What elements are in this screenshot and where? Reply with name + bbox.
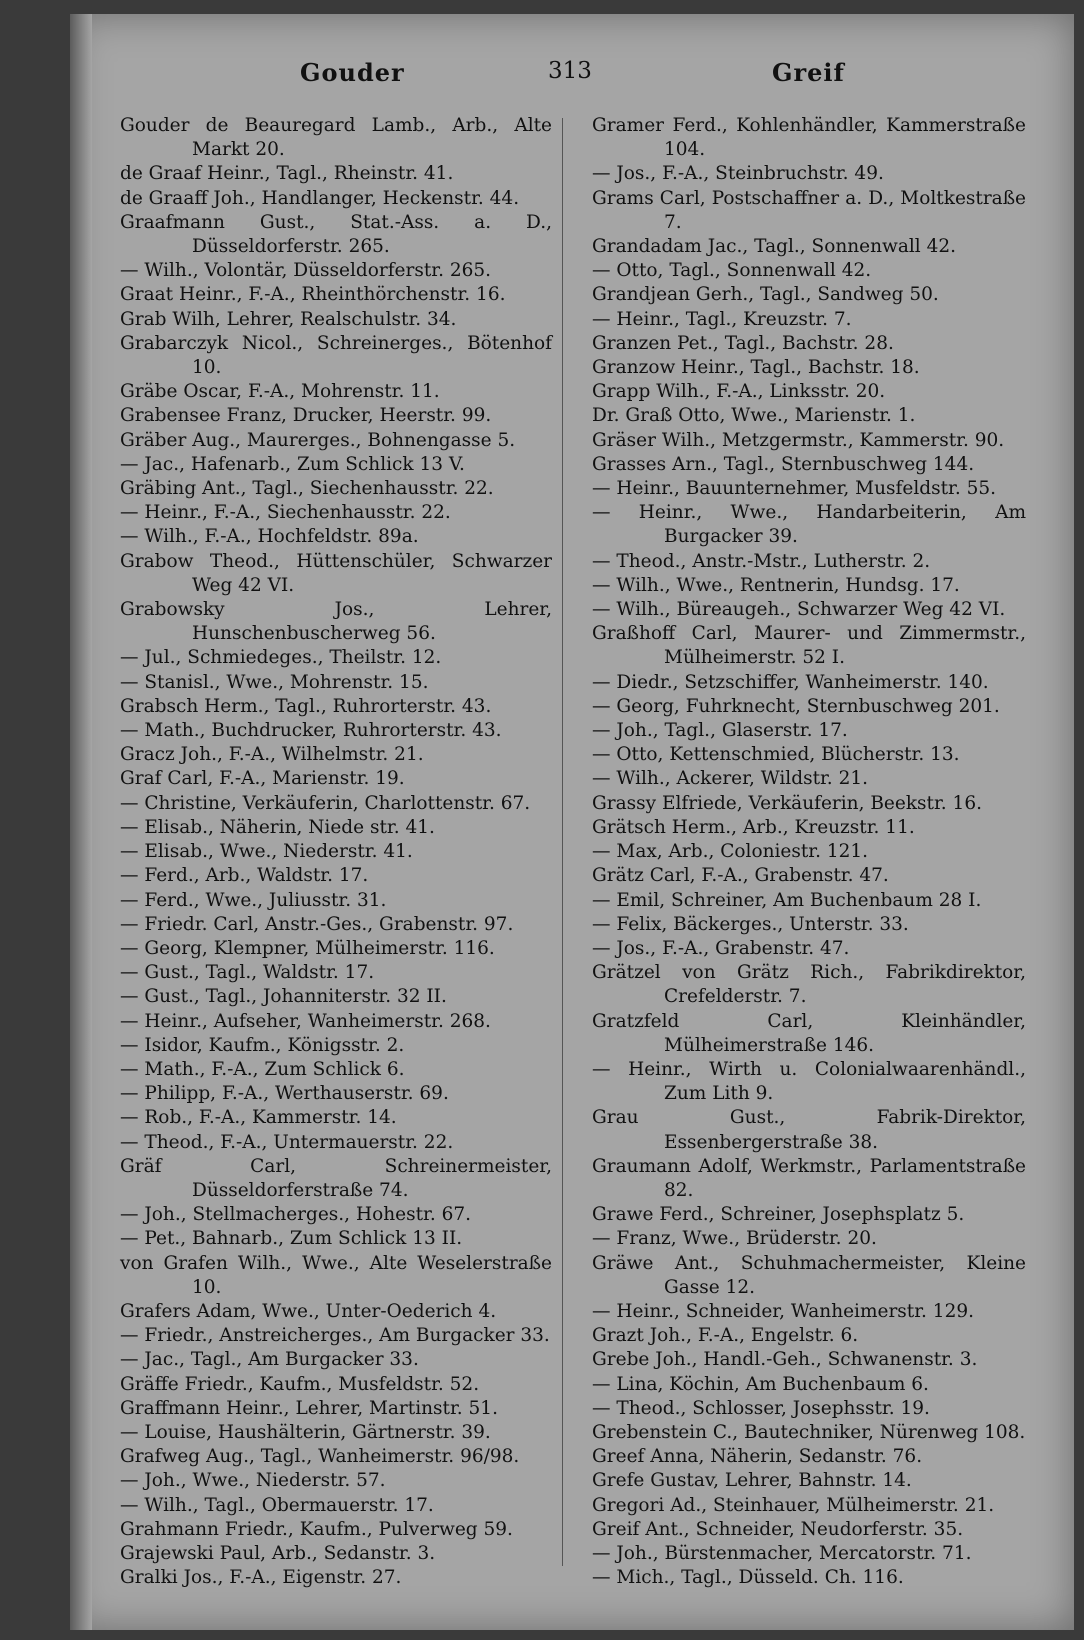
directory-entry: — Heinr., Wwe., Handarbeiterin, Am Burgacker 39. xyxy=(592,502,1026,548)
directory-entry: Grau Gust., Fabrik-Direktor, Essenbergerstraße 38. xyxy=(592,1107,1026,1153)
directory-entry: — Joh., Bürstenmacher, Mercatorstr. 71. xyxy=(592,1542,972,1564)
binding-shadow xyxy=(70,14,92,1630)
directory-entry: Grajewski Paul, Arb., Sedanstr. 3. xyxy=(120,1542,436,1564)
directory-entry: Gregori Ad., Steinhauer, Mülheimerstr. 21. xyxy=(592,1494,995,1516)
directory-entry: — Gust., Tagl., Johanniterstr. 32 II. xyxy=(120,986,447,1008)
directory-entry: Grafweg Aug., Tagl., Wanheimerstr. 96/98. xyxy=(120,1446,520,1468)
directory-entry: — Gust., Tagl., Waldstr. 17. xyxy=(120,962,375,984)
directory-entry: — Theod., Anstr.-Mstr., Lutherstr. 2. xyxy=(592,550,931,572)
directory-entry: — Joh., Stellmacherges., Hohestr. 67. xyxy=(120,1204,472,1226)
directory-entry: Gracz Joh., F.-A., Wilhelmstr. 21. xyxy=(120,744,424,766)
directory-entry: — Max, Arb., Coloniestr. 121. xyxy=(592,841,869,863)
directory-entry: — Friedr. Carl, Anstr.-Ges., Grabenstr. 97. xyxy=(120,913,514,935)
directory-entry: Granzow Heinr., Tagl., Bachstr. 18. xyxy=(592,357,920,379)
directory-entry: Grab Wilh, Lehrer, Realschulstr. 34. xyxy=(120,308,457,330)
directory-entry: — Rob., F.-A., Kammerstr. 14. xyxy=(120,1107,397,1129)
directory-entry: Gratzfeld Carl, Kleinhändler, Mülheimerstraße 146. xyxy=(592,1010,1026,1056)
directory-entry: — Georg, Klempner, Mülheimerstr. 116. xyxy=(120,937,495,959)
directory-entry: — Georg, Fuhrknecht, Sternbuschweg 201. xyxy=(592,695,1000,717)
directory-entry: Gräser Wilh., Metzgermstr., Kammerstr. 90. xyxy=(592,429,1005,451)
directory-entry: — Isidor, Kaufm., Königsstr. 2. xyxy=(120,1034,405,1056)
page-header xyxy=(70,58,1074,98)
directory-entry: Grafers Adam, Wwe., Unter-Oederich 4. xyxy=(120,1300,497,1322)
directory-entry: — Philipp, F.-A., Werthauserstr. 69. xyxy=(120,1083,449,1105)
directory-entry: Granzen Pet., Tagl., Bachstr. 28. xyxy=(592,332,894,354)
directory-entry: — Ferd., Wwe., Juliusstr. 31. xyxy=(120,889,387,911)
directory-entry: Gräf Carl, Schreinermeister, Düsseldorferstraße 74. xyxy=(120,1155,552,1201)
directory-entry: Dr. Graß Otto, Wwe., Marienstr. 1. xyxy=(592,405,916,427)
directory-entry: — Diedr., Setzschiffer, Wanheimerstr. 140. xyxy=(592,671,989,693)
directory-entry: — Wilh., Ackerer, Wildstr. 21. xyxy=(592,768,868,790)
directory-entry: Grawe Ferd., Schreiner, Josephsplatz 5. xyxy=(592,1204,965,1226)
directory-entry: Grabsch Herm., Tagl., Ruhrorterstr. 43. xyxy=(120,695,492,717)
directory-entry: — Heinr., Schneider, Wanheimerstr. 129. xyxy=(592,1300,974,1322)
directory-entry: Gräbing Ant., Tagl., Siechenhausstr. 22. xyxy=(120,478,494,500)
left-column xyxy=(120,114,552,1590)
directory-entry: Gouder de Beauregard Lamb., Arb., Alte Markt 20. xyxy=(120,115,552,161)
directory-entry: — Wilh., Tagl., Obermauerstr. 17. xyxy=(120,1494,434,1516)
directory-entry: Greif Ant., Schneider, Neudorferstr. 35. xyxy=(592,1518,964,1540)
directory-entry: de Graaf Heinr., Tagl., Rheinstr. 41. xyxy=(120,163,454,185)
directory-entry: Gramer Ferd., Kohlenhändler, Kammerstraße 104. xyxy=(592,115,1026,161)
directory-entry: Grabowsky Jos., Lehrer, Hunschenbuscherweg 56. xyxy=(120,599,552,645)
right-column xyxy=(592,114,1026,1590)
directory-entry: — Otto, Kettenschmied, Blücherstr. 13. xyxy=(592,744,960,766)
directory-entry: Grebenstein C., Bautechniker, Nürenweg 108. xyxy=(592,1421,1026,1443)
directory-entry: — Pet., Bahnarb., Zum Schlick 13 II. xyxy=(120,1228,463,1250)
directory-page xyxy=(70,14,1074,1630)
directory-entry: — Christine, Verkäuferin, Charlottenstr. 67. xyxy=(120,792,531,814)
directory-entry: Grandjean Gerh., Tagl., Sandweg 50. xyxy=(592,284,939,306)
directory-entry: Graafmann Gust., Stat.-Ass. a. D., Düsseldorferstr. 265. xyxy=(120,211,552,258)
directory-entry: — Jos., F.-A., Grabenstr. 47. xyxy=(592,937,850,959)
directory-entry: — Louise, Haushälterin, Gärtnerstr. 39. xyxy=(120,1421,491,1443)
directory-entry: Gralki Jos., F.-A., Eigenstr. 27. xyxy=(120,1567,402,1589)
directory-entry: Graumann Adolf, Werkmstr., Parlamentstraße 82. xyxy=(592,1155,1026,1201)
column-divider xyxy=(562,118,563,1566)
directory-entry: Grasses Arn., Tagl., Sternbuschweg 144. xyxy=(592,453,975,475)
directory-entry: Grefe Gustav, Lehrer, Bahnstr. 14. xyxy=(592,1470,912,1492)
directory-entry: — Lina, Köchin, Am Buchenbaum 6. xyxy=(592,1373,929,1395)
directory-entry: — Heinr., Wirth u. Colonialwaarenhändl., Zum Lith 9. xyxy=(592,1058,1026,1105)
directory-entry: von Grafen Wilh., Wwe., Alte Weselerstraße 10. xyxy=(120,1252,552,1298)
directory-entry: Gräbe Oscar, F.-A., Mohrenstr. 11. xyxy=(120,381,440,403)
directory-entry: — Heinr., Tagl., Kreuzstr. 7. xyxy=(592,308,852,330)
directory-entry: Grätz Carl, F.-A., Grabenstr. 47. xyxy=(592,865,889,887)
directory-entry: — Jac., Tagl., Am Burgacker 33. xyxy=(120,1349,419,1371)
directory-entry: — Stanisl., Wwe., Mohrenstr. 15. xyxy=(120,671,429,693)
directory-entry: — Theod., Schlosser, Josephsstr. 19. xyxy=(592,1397,930,1419)
directory-entry: Graffmann Heinr., Lehrer, Martinstr. 51. xyxy=(120,1397,498,1419)
directory-entry: Grazt Joh., F.-A., Engelstr. 6. xyxy=(592,1325,859,1347)
directory-entry: — Math., Buchdrucker, Ruhrorterstr. 43. xyxy=(120,720,502,742)
directory-entry: — Otto, Tagl., Sonnenwall 42. xyxy=(592,260,872,282)
directory-entry: — Ferd., Arb., Waldstr. 17. xyxy=(120,865,369,887)
page-number: 313 xyxy=(548,58,592,84)
header-left-word: Gouder xyxy=(300,58,405,87)
directory-entry: — Elisab., Näherin, Niede str. 41. xyxy=(120,816,435,838)
directory-entry: — Jos., F.-A., Steinbruchstr. 49. xyxy=(592,163,884,185)
directory-entry: — Mich., Tagl., Düsseld. Ch. 116. xyxy=(592,1567,904,1589)
directory-entry: Grahmann Friedr., Kaufm., Pulverweg 59. xyxy=(120,1518,513,1540)
directory-entry: Graat Heinr., F.-A., Rheinthörchenstr. 16. xyxy=(120,284,506,306)
directory-entry: Grabow Theod., Hüttenschüler, Schwarzer Weg 42 VI. xyxy=(120,550,552,596)
directory-entry: — Wilh., Wwe., Rentnerin, Hundsg. 17. xyxy=(592,574,960,596)
directory-entry: — Franz, Wwe., Brüderstr. 20. xyxy=(592,1228,877,1250)
directory-entry: Gräber Aug., Maurerges., Bohnengasse 5. xyxy=(120,429,516,451)
header-right-word: Greif xyxy=(772,58,845,87)
directory-entry: — Emil, Schreiner, Am Buchenbaum 28 I. xyxy=(592,889,982,911)
directory-entry: — Elisab., Wwe., Niederstr. 41. xyxy=(120,841,413,863)
directory-entry: — Joh., Wwe., Niederstr. 57. xyxy=(120,1470,386,1492)
directory-entry: — Jac., Hafenarb., Zum Schlick 13 V. xyxy=(120,453,465,475)
directory-entry: Gräffe Friedr., Kaufm., Musfeldstr. 52. xyxy=(120,1373,480,1395)
directory-entry: Grams Carl, Postschaffner a. D., Moltkestraße 7. xyxy=(592,187,1026,233)
directory-entry: — Friedr., Anstreicherges., Am Burgacker 33. xyxy=(120,1325,550,1347)
directory-entry: — Math., F.-A., Zum Schlick 6. xyxy=(120,1058,405,1080)
directory-entry: Grebe Joh., Handl.-Geh., Schwanenstr. 3. xyxy=(592,1349,978,1371)
directory-entry: Greef Anna, Näherin, Sedanstr. 76. xyxy=(592,1446,923,1468)
directory-entry: — Heinr., Aufseher, Wanheimerstr. 268. xyxy=(120,1010,491,1032)
directory-entry: — Wilh., Volontär, Düsseldorferstr. 265. xyxy=(120,260,492,282)
directory-entry: — Wilh., F.-A., Hochfeldstr. 89a. xyxy=(120,526,419,548)
directory-entry: — Heinr., F.-A., Siechenhausstr. 22. xyxy=(120,502,451,524)
directory-entry: Grabensee Franz, Drucker, Heerstr. 99. xyxy=(120,405,492,427)
directory-entry: Grandadam Jac., Tagl., Sonnenwall 42. xyxy=(592,236,957,258)
directory-entry: Grapp Wilh., F.-A., Linksstr. 20. xyxy=(592,381,886,403)
directory-entry: — Jul., Schmiedeges., Theilstr. 12. xyxy=(120,647,442,669)
directory-entry: — Theod., F.-A., Untermauerstr. 22. xyxy=(120,1131,454,1153)
directory-entry: — Heinr., Bauunternehmer, Musfeldstr. 55. xyxy=(592,478,997,500)
directory-entry: de Graaff Joh., Handlanger, Heckenstr. 44. xyxy=(120,187,520,209)
directory-entry: Gräwe Ant., Schuhmachermeister, Kleine Gasse 12. xyxy=(592,1252,1026,1298)
directory-entry: Grätsch Herm., Arb., Kreuzstr. 11. xyxy=(592,816,915,838)
directory-entry: — Wilh., Büreaugeh., Schwarzer Weg 42 VI. xyxy=(592,599,1006,621)
directory-entry: — Felix, Bäckerges., Unterstr. 33. xyxy=(592,913,909,935)
directory-entry: Graf Carl, F.-A., Marienstr. 19. xyxy=(120,768,405,790)
directory-entry: Grabarczyk Nicol., Schreinerges., Bötenhof 10. xyxy=(120,332,552,379)
directory-entry: Grätzel von Grätz Rich., Fabrikdirektor, Crefelderstr. 7. xyxy=(592,962,1026,1008)
directory-entry: Grassy Elfriede, Verkäuferin, Beekstr. 16. xyxy=(592,792,982,814)
directory-entry: Graßhoff Carl, Maurer- und Zimmermstr., Mülheimerstr. 52 I. xyxy=(592,623,1026,669)
directory-entry: — Joh., Tagl., Glaserstr. 17. xyxy=(592,720,848,742)
